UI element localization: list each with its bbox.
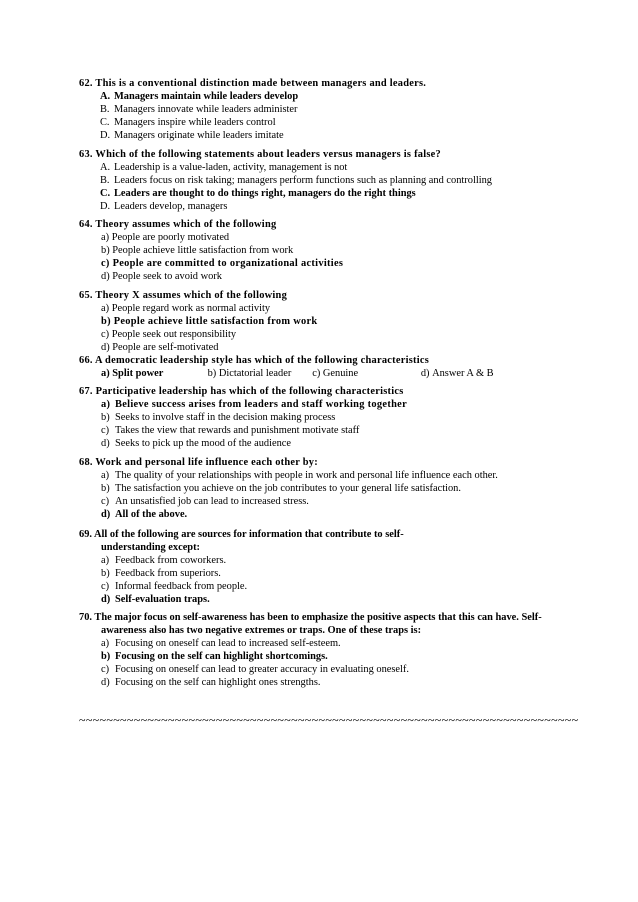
option-a: a) People are poorly motivated bbox=[101, 232, 230, 244]
question-62 bbox=[79, 77, 579, 142]
option-d: d) Seeks to pick up the mood of the audience bbox=[101, 438, 292, 450]
question-number: 66. bbox=[79, 355, 93, 366]
option-c: c) Informal feedback from people. bbox=[101, 581, 248, 593]
question-number: 64. bbox=[79, 219, 93, 230]
option-c: c) Genuine bbox=[312, 368, 359, 380]
question-number: 70. bbox=[79, 612, 92, 623]
option-c: C. Leaders are thought to do things right, managers do the right things bbox=[100, 188, 416, 200]
option-b: b) Feedback from superiors. bbox=[101, 568, 221, 580]
option-d: d) All of the above. bbox=[101, 509, 188, 521]
option-d: d) Self-evaluation traps. bbox=[101, 594, 210, 606]
question-number: 65. bbox=[79, 290, 93, 301]
option-c: c) Takes the view that rewards and punishment motivate staff bbox=[101, 425, 360, 437]
question-text-continued: awareness also has two negative extremes or traps. One of these traps is: bbox=[101, 625, 422, 637]
question-text: A democratic leadership style has which of the following characteristics bbox=[95, 355, 430, 366]
option-a: A. Leadership is a value-laden, activity, management is not bbox=[100, 162, 348, 174]
question-number: 68. bbox=[79, 457, 93, 468]
question-66 bbox=[79, 354, 579, 380]
option-a: a) Split power bbox=[101, 368, 164, 380]
option-a: a) People regard work as normal activity bbox=[101, 303, 271, 315]
option-d: d) People are self-motivated bbox=[101, 342, 219, 354]
separator-line: ~~~~~~~~~~~~~~~~~~~~~~~~~~~~~~~~~~~~~~~~~~~~~~~~~~~~~~~~~~~~~~~~~~~~~~~~~ bbox=[79, 713, 579, 727]
question-67 bbox=[79, 385, 579, 450]
option-c: c) People seek out responsibility bbox=[101, 329, 237, 341]
question-number: 63. bbox=[79, 149, 93, 160]
question-63 bbox=[79, 148, 579, 213]
option-d: d) People seek to avoid work bbox=[101, 271, 222, 283]
option-a: a) Feedback from coworkers. bbox=[101, 555, 227, 567]
option-a: A. Managers maintain while leaders develop bbox=[100, 91, 299, 103]
question-65 bbox=[79, 289, 579, 354]
option-b: b) Focusing on the self can highlight shortcomings. bbox=[101, 651, 328, 663]
options-row bbox=[79, 367, 579, 380]
question-64 bbox=[79, 218, 579, 283]
question-text: Theory X assumes which of the following bbox=[95, 290, 288, 301]
option-b: b) Seeks to involve staff in the decision making process bbox=[101, 412, 336, 424]
option-c: c) An unsatisfied job can lead to increased stress. bbox=[101, 496, 309, 508]
option-d: D. Managers originate while leaders imitate bbox=[100, 130, 284, 142]
option-d: d) Focusing on the self can highlight ones strengths. bbox=[101, 677, 321, 689]
question-text: This is a conventional distinction made between managers and leaders. bbox=[95, 78, 427, 89]
option-b: b) People achieve little satisfaction from work bbox=[101, 316, 318, 328]
option-b: b) Dictatorial leader bbox=[207, 368, 292, 380]
question-text: Which of the following statements about leaders versus managers is false? bbox=[95, 149, 441, 160]
question-text: All of the following are sources for information that contribute to self- bbox=[94, 529, 404, 540]
option-b: b) The satisfaction you achieve on the job contributes to your general life satisfaction. bbox=[101, 483, 461, 495]
question-number: 69. bbox=[79, 529, 92, 540]
question-text: Work and personal life influence each other by: bbox=[95, 457, 318, 468]
option-b: b) People achieve little satisfaction from work bbox=[101, 245, 294, 257]
option-c: c) Focusing on oneself can lead to greater accuracy in evaluating oneself. bbox=[101, 664, 409, 676]
option-a: a) The quality of your relationships with people in work and personal life influence each other. bbox=[101, 470, 498, 482]
question-text: Theory assumes which of the following bbox=[95, 219, 277, 230]
option-a: a) Believe success arises from leaders and staff working together bbox=[101, 399, 407, 411]
option-d: D. Leaders develop, managers bbox=[100, 201, 228, 213]
question-text-continued: understanding except: bbox=[101, 542, 201, 554]
option-b: B. Managers innovate while leaders administer bbox=[100, 104, 298, 116]
question-number: 67. bbox=[79, 386, 93, 397]
option-c: c) People are committed to organizational activities bbox=[101, 258, 344, 270]
question-number: 62. bbox=[79, 78, 93, 89]
option-a: a) Focusing on oneself can lead to increased self-esteem. bbox=[101, 638, 341, 650]
option-d: d) Answer A & B bbox=[420, 368, 494, 380]
question-text: Participative leadership has which of the following characteristics bbox=[95, 386, 404, 397]
option-b: B. Leaders focus on risk taking; managers perform functions such as planning and controlling bbox=[100, 175, 493, 187]
question-text: The major focus on self-awareness has been to emphasize the positive aspects that this can have. Self- bbox=[94, 612, 542, 623]
question-69 bbox=[79, 528, 579, 607]
option-c: C. Managers inspire while leaders control bbox=[100, 117, 276, 129]
question-70 bbox=[79, 611, 569, 690]
question-68 bbox=[79, 456, 579, 521]
